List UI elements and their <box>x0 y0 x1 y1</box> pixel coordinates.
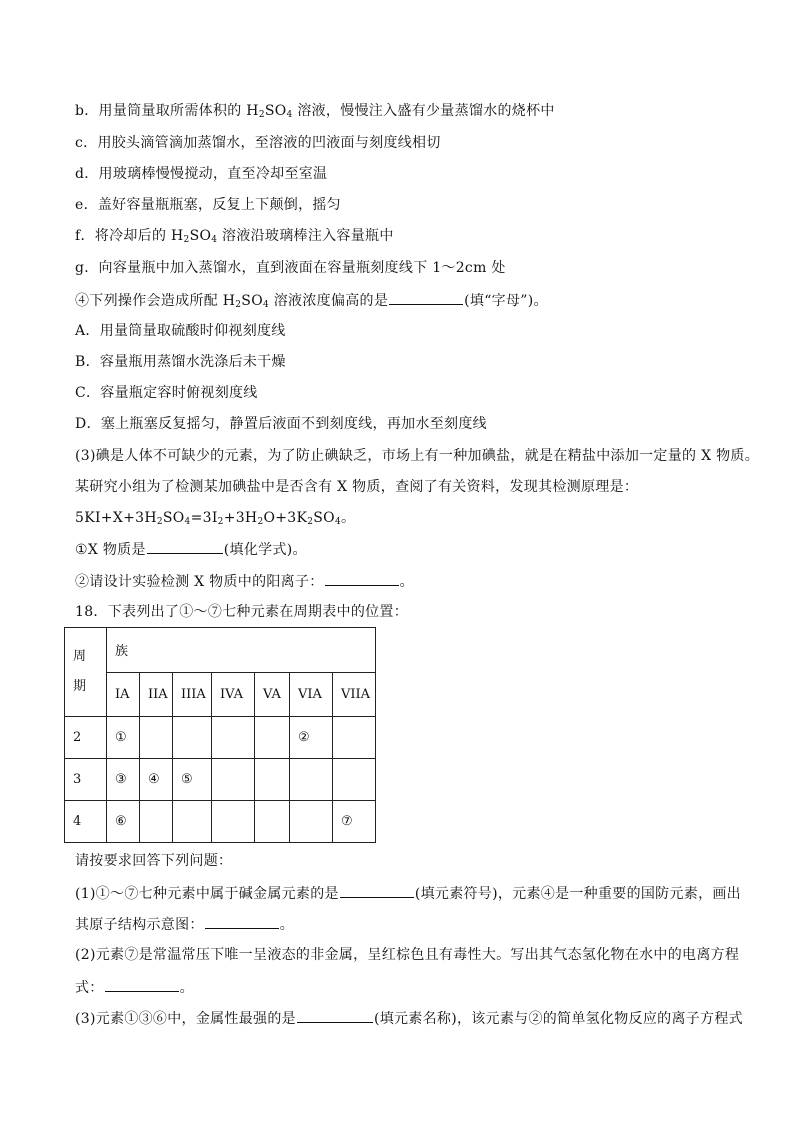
answer-blank[interactable] <box>325 571 399 586</box>
element-cell: ① <box>107 717 140 759</box>
element-cell <box>255 759 290 801</box>
answer-blank[interactable] <box>389 290 463 305</box>
question-4: ④下列操作会造成所配 $H_2SO_4$ 溶液浓度偏高的是 (填“字母”)。 <box>75 290 548 311</box>
period-number: 4 <box>65 801 107 843</box>
step-b: b．用量筒量取所需体积的 $H_2SO_4$ 溶液，慢慢注入盛有少量蒸馏水的烧杯中 <box>75 103 555 120</box>
step-d: d．用玻璃棒慢慢搅动，直至冷却至室温 <box>75 166 328 182</box>
answer-2: (2)元素⑦是常温常压下唯一呈液态的非金属，呈红棕色且有毒性大。写出其气态氢化物在水中的电离方程 <box>75 947 740 963</box>
answer-blank[interactable] <box>205 914 279 929</box>
paragraph-3-cont: 某研究小组为了检测某加碘盐中是否含有 X 物质，查阅了有关资料，发现其检测原理是： <box>75 479 639 495</box>
element-cell: ③ <box>107 759 140 801</box>
group-label: VIA <box>290 672 333 717</box>
element-cell <box>290 801 333 843</box>
element-cell <box>212 759 255 801</box>
option-d: D．塞上瓶塞反复摇匀，静置后液面不到刻度线，再加水至刻度线 <box>75 416 487 432</box>
step-e: e．盖好容量瓶瓶塞，反复上下颠倒，摇匀 <box>75 197 341 213</box>
element-cell: ④ <box>140 759 173 801</box>
instruction: 请按要求回答下列问题： <box>75 853 233 869</box>
period-number: 2 <box>65 717 107 759</box>
group-label: VIIA <box>333 672 376 717</box>
element-cell <box>255 801 290 843</box>
group-label: IIIA <box>173 672 212 717</box>
element-cell <box>140 717 173 759</box>
periodic-table <box>64 627 376 843</box>
step-f: f．将冷却后的 $H_2SO_4$ 溶液沿玻璃棒注入容量瓶中 <box>75 228 394 245</box>
answer-3: (3)元素①③⑥中，金属性最强的是 (填元素名称)，该元素与②的简单氢化物反应的离子方程式 <box>75 1008 743 1029</box>
option-c: C．容量瓶定容时俯视刻度线 <box>75 385 258 401</box>
step-c: c．用胶头滴管滴加蒸馏水，至溶液的凹液面与刻度线相切 <box>75 135 441 151</box>
table-row <box>65 759 376 801</box>
table-row <box>65 717 376 759</box>
answer-blank[interactable] <box>297 1008 373 1023</box>
group-header-cell: 族 <box>107 628 376 673</box>
question-x-formula: ①X 物质是 (填化学式)。 <box>75 539 307 560</box>
question-x-cation: ②请设计实验检测 X 物质中的阳离子： 。 <box>75 571 414 592</box>
element-cell <box>212 717 255 759</box>
element-cell: ⑥ <box>107 801 140 843</box>
element-cell: ⑦ <box>333 801 376 843</box>
period-header-cell: 周 期 <box>65 628 107 717</box>
element-cell: ⑤ <box>173 759 212 801</box>
answer-blank[interactable] <box>147 539 223 554</box>
element-cell: ② <box>290 717 333 759</box>
answer-1-cont: 其原子结构示意图： 。 <box>75 914 294 935</box>
answer-1: (1)①～⑦七种元素中属于碱金属元素的是 (填元素符号)，元素④是一种重要的国防元素，画出 <box>75 883 741 904</box>
element-cell <box>333 759 376 801</box>
group-label: IVA <box>212 672 255 717</box>
group-label: IA <box>107 672 140 717</box>
question-18: 18．下表列出了①～⑦七种元素在周期表中的位置： <box>75 604 409 620</box>
group-label: VA <box>255 672 290 717</box>
element-cell <box>140 801 173 843</box>
table-row <box>65 801 376 843</box>
element-cell <box>255 717 290 759</box>
group-label: IIA <box>140 672 173 717</box>
paragraph-3: (3)碘是人体不可缺少的元素，为了防止碘缺乏，市场上有一种加碘盐，就是在精盐中添加一定量的 X 物质。 <box>75 448 759 464</box>
period-number: 3 <box>65 759 107 801</box>
answer-blank[interactable] <box>105 977 179 992</box>
element-cell <box>212 801 255 843</box>
option-b: B．容量瓶用蒸馏水洗涤后未干燥 <box>75 354 286 370</box>
step-g: g．向容量瓶中加入蒸馏水，直到液面在容量瓶刻度线下 1～2cm 处 <box>75 260 506 276</box>
answer-blank[interactable] <box>340 883 414 898</box>
element-cell <box>173 801 212 843</box>
answer-2-cont: 式： 。 <box>75 977 194 998</box>
option-a: A．用量筒量取硫酸时仰视刻度线 <box>75 323 286 339</box>
element-cell <box>290 759 333 801</box>
element-cell <box>173 717 212 759</box>
equation: $5KI+X+3H_2SO_4=3I_2+3H_2O+3K_2SO_4$。 <box>75 510 356 527</box>
element-cell <box>333 717 376 759</box>
